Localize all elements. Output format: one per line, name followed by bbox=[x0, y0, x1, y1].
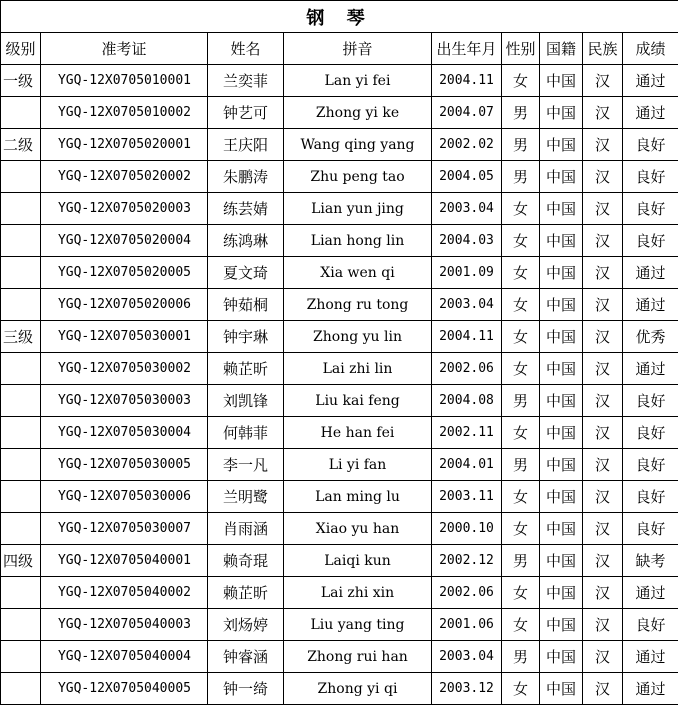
cell-exam-id[interactable]: YGQ-12X0705030003 bbox=[41, 385, 208, 417]
cell-result[interactable]: 良好 bbox=[623, 225, 678, 257]
cell-ethnicity[interactable]: 汉 bbox=[583, 481, 623, 513]
cell-result[interactable]: 良好 bbox=[623, 481, 678, 513]
header-nationality[interactable]: 国籍 bbox=[540, 33, 583, 65]
cell-name[interactable]: 肖雨涵 bbox=[208, 513, 284, 545]
cell-nationality[interactable]: 中国 bbox=[540, 225, 583, 257]
cell-dob[interactable]: 2003.04 bbox=[432, 641, 502, 673]
cell-dob[interactable]: 2001.06 bbox=[432, 609, 502, 641]
cell-gender[interactable]: 女 bbox=[502, 353, 540, 385]
cell-level[interactable] bbox=[1, 417, 41, 449]
cell-level[interactable] bbox=[1, 161, 41, 193]
cell-nationality[interactable]: 中国 bbox=[540, 289, 583, 321]
cell-name[interactable]: 刘凯锋 bbox=[208, 385, 284, 417]
cell-level[interactable] bbox=[1, 353, 41, 385]
cell-exam-id[interactable]: YGQ-12X0705010002 bbox=[41, 97, 208, 129]
cell-level[interactable] bbox=[1, 193, 41, 225]
cell-exam-id[interactable]: YGQ-12X0705030007 bbox=[41, 513, 208, 545]
cell-result[interactable]: 通过 bbox=[623, 257, 678, 289]
cell-dob[interactable]: 2004.05 bbox=[432, 161, 502, 193]
cell-pinyin[interactable]: Zhong yi qi bbox=[284, 673, 432, 705]
cell-pinyin[interactable]: Lian hong lin bbox=[284, 225, 432, 257]
cell-name[interactable]: 朱鹏涛 bbox=[208, 161, 284, 193]
table-row bbox=[1, 65, 678, 97]
table-row bbox=[1, 673, 678, 705]
title-row bbox=[1, 1, 678, 33]
cell-exam-id[interactable]: YGQ-12X0705040004 bbox=[41, 641, 208, 673]
cell-name[interactable]: 钟一绮 bbox=[208, 673, 284, 705]
cell-pinyin[interactable]: Wang qing yang bbox=[284, 129, 432, 161]
table-row bbox=[1, 513, 678, 545]
cell-ethnicity[interactable]: 汉 bbox=[583, 673, 623, 705]
cell-nationality[interactable]: 中国 bbox=[540, 513, 583, 545]
cell-dob[interactable]: 2004.07 bbox=[432, 97, 502, 129]
cell-name[interactable]: 夏文琦 bbox=[208, 257, 284, 289]
cell-level[interactable] bbox=[1, 513, 41, 545]
table-row bbox=[1, 577, 678, 609]
table-row bbox=[1, 289, 678, 321]
cell-name[interactable]: 赖奇琨 bbox=[208, 545, 284, 577]
cell-exam-id[interactable]: YGQ-12X0705010001 bbox=[41, 65, 208, 97]
cell-name[interactable]: 练芸婧 bbox=[208, 193, 284, 225]
cell-level[interactable] bbox=[1, 225, 41, 257]
cell-pinyin[interactable]: Zhong yu lin bbox=[284, 321, 432, 353]
cell-level[interactable]: 二级 bbox=[1, 129, 41, 161]
cell-nationality[interactable]: 中国 bbox=[540, 417, 583, 449]
cell-result[interactable]: 缺考 bbox=[623, 545, 678, 577]
cell-pinyin[interactable]: Lian yun jing bbox=[284, 193, 432, 225]
cell-result[interactable]: 良好 bbox=[623, 385, 678, 417]
cell-gender[interactable]: 女 bbox=[502, 417, 540, 449]
cell-dob[interactable]: 2004.11 bbox=[432, 65, 502, 97]
cell-gender[interactable]: 女 bbox=[502, 609, 540, 641]
cell-ethnicity[interactable]: 汉 bbox=[583, 97, 623, 129]
cell-pinyin[interactable]: Lai zhi xin bbox=[284, 577, 432, 609]
table-row bbox=[1, 161, 678, 193]
cell-dob[interactable]: 2004.01 bbox=[432, 449, 502, 481]
cell-ethnicity[interactable]: 汉 bbox=[583, 257, 623, 289]
cell-nationality[interactable]: 中国 bbox=[540, 641, 583, 673]
cell-level[interactable] bbox=[1, 481, 41, 513]
cell-exam-id[interactable]: YGQ-12X0705020002 bbox=[41, 161, 208, 193]
table-row bbox=[1, 417, 678, 449]
cell-nationality[interactable]: 中国 bbox=[540, 385, 583, 417]
cell-gender[interactable]: 女 bbox=[502, 481, 540, 513]
cell-name[interactable]: 练鸿琳 bbox=[208, 225, 284, 257]
header-pinyin[interactable]: 拼音 bbox=[284, 33, 432, 65]
cell-gender[interactable]: 女 bbox=[502, 577, 540, 609]
cell-gender[interactable]: 女 bbox=[502, 321, 540, 353]
cell-gender[interactable]: 男 bbox=[502, 641, 540, 673]
cell-name[interactable]: 刘炀婷 bbox=[208, 609, 284, 641]
cell-result[interactable]: 良好 bbox=[623, 161, 678, 193]
cell-ethnicity[interactable]: 汉 bbox=[583, 353, 623, 385]
cell-exam-id[interactable]: YGQ-12X0705030006 bbox=[41, 481, 208, 513]
cell-nationality[interactable]: 中国 bbox=[540, 673, 583, 705]
cell-result[interactable]: 通过 bbox=[623, 289, 678, 321]
table-row bbox=[1, 193, 678, 225]
cell-ethnicity[interactable]: 汉 bbox=[583, 545, 623, 577]
cell-exam-id[interactable]: YGQ-12X0705020001 bbox=[41, 129, 208, 161]
cell-pinyin[interactable]: Lan yi fei bbox=[284, 65, 432, 97]
cell-result[interactable]: 通过 bbox=[623, 97, 678, 129]
cell-level[interactable]: 三级 bbox=[1, 321, 41, 353]
cell-nationality[interactable]: 中国 bbox=[540, 257, 583, 289]
cell-ethnicity[interactable]: 汉 bbox=[583, 385, 623, 417]
table-row bbox=[1, 545, 678, 577]
cell-name[interactable]: 赖芷昕 bbox=[208, 577, 284, 609]
cell-ethnicity[interactable]: 汉 bbox=[583, 609, 623, 641]
cell-level[interactable] bbox=[1, 97, 41, 129]
cell-exam-id[interactable]: YGQ-12X0705030002 bbox=[41, 353, 208, 385]
cell-nationality[interactable]: 中国 bbox=[540, 353, 583, 385]
cell-dob[interactable]: 2002.06 bbox=[432, 353, 502, 385]
cell-exam-id[interactable]: YGQ-12X0705030004 bbox=[41, 417, 208, 449]
cell-exam-id[interactable]: YGQ-12X0705020005 bbox=[41, 257, 208, 289]
cell-level[interactable] bbox=[1, 673, 41, 705]
cell-ethnicity[interactable]: 汉 bbox=[583, 577, 623, 609]
cell-name[interactable]: 钟宇琳 bbox=[208, 321, 284, 353]
cell-exam-id[interactable]: YGQ-12X0705040002 bbox=[41, 577, 208, 609]
table-row bbox=[1, 641, 678, 673]
cell-result[interactable]: 通过 bbox=[623, 65, 678, 97]
cell-ethnicity[interactable]: 汉 bbox=[583, 641, 623, 673]
cell-gender[interactable]: 女 bbox=[502, 225, 540, 257]
cell-gender[interactable]: 女 bbox=[502, 289, 540, 321]
cell-pinyin[interactable]: Zhu peng tao bbox=[284, 161, 432, 193]
header-exam-id[interactable]: 准考证 bbox=[41, 33, 208, 65]
cell-ethnicity[interactable]: 汉 bbox=[583, 513, 623, 545]
cell-name[interactable]: 兰明鹭 bbox=[208, 481, 284, 513]
cell-ethnicity[interactable]: 汉 bbox=[583, 161, 623, 193]
header-ethnicity[interactable]: 民族 bbox=[583, 33, 623, 65]
cell-level[interactable]: 一级 bbox=[1, 65, 41, 97]
cell-exam-id[interactable]: YGQ-12X0705030001 bbox=[41, 321, 208, 353]
cell-pinyin[interactable]: Li yi fan bbox=[284, 449, 432, 481]
cell-gender[interactable]: 男 bbox=[502, 161, 540, 193]
cell-ethnicity[interactable]: 汉 bbox=[583, 129, 623, 161]
cell-nationality[interactable]: 中国 bbox=[540, 545, 583, 577]
cell-name[interactable]: 钟艺可 bbox=[208, 97, 284, 129]
cell-pinyin[interactable]: He han fei bbox=[284, 417, 432, 449]
cell-gender[interactable]: 男 bbox=[502, 97, 540, 129]
cell-pinyin[interactable]: Lan ming lu bbox=[284, 481, 432, 513]
cell-nationality[interactable]: 中国 bbox=[540, 449, 583, 481]
cell-exam-id[interactable]: YGQ-12X0705020004 bbox=[41, 225, 208, 257]
table-title[interactable]: 钢 琴 bbox=[1, 1, 678, 33]
cell-dob[interactable]: 2004.11 bbox=[432, 321, 502, 353]
cell-result[interactable]: 通过 bbox=[623, 353, 678, 385]
table-row bbox=[1, 97, 678, 129]
cell-exam-id[interactable]: YGQ-12X0705040005 bbox=[41, 673, 208, 705]
cell-level[interactable] bbox=[1, 641, 41, 673]
header-row bbox=[1, 33, 678, 65]
cell-result[interactable]: 通过 bbox=[623, 577, 678, 609]
cell-dob[interactable]: 2003.04 bbox=[432, 289, 502, 321]
cell-pinyin[interactable]: Laiqi kun bbox=[284, 545, 432, 577]
cell-result[interactable]: 良好 bbox=[623, 417, 678, 449]
table-row bbox=[1, 449, 678, 481]
cell-gender[interactable]: 女 bbox=[502, 257, 540, 289]
cell-dob[interactable]: 2003.04 bbox=[432, 193, 502, 225]
cell-gender[interactable]: 男 bbox=[502, 129, 540, 161]
cell-dob[interactable]: 2002.12 bbox=[432, 545, 502, 577]
cell-name[interactable]: 钟茹桐 bbox=[208, 289, 284, 321]
cell-gender[interactable]: 男 bbox=[502, 449, 540, 481]
header-gender[interactable]: 性别 bbox=[502, 33, 540, 65]
cell-result[interactable]: 良好 bbox=[623, 609, 678, 641]
cell-dob[interactable]: 2002.02 bbox=[432, 129, 502, 161]
cell-dob[interactable]: 2002.06 bbox=[432, 577, 502, 609]
cell-name[interactable]: 赖芷昕 bbox=[208, 353, 284, 385]
cell-name[interactable]: 兰奕菲 bbox=[208, 65, 284, 97]
cell-level[interactable] bbox=[1, 609, 41, 641]
cell-result[interactable]: 通过 bbox=[623, 641, 678, 673]
cell-ethnicity[interactable]: 汉 bbox=[583, 65, 623, 97]
cell-gender[interactable]: 女 bbox=[502, 673, 540, 705]
header-result[interactable]: 成绩 bbox=[623, 33, 678, 65]
table-row bbox=[1, 385, 678, 417]
cell-pinyin[interactable]: Zhong yi ke bbox=[284, 97, 432, 129]
cell-pinyin[interactable]: Liu yang ting bbox=[284, 609, 432, 641]
cell-gender[interactable]: 女 bbox=[502, 513, 540, 545]
cell-dob[interactable]: 2004.08 bbox=[432, 385, 502, 417]
cell-dob[interactable]: 2004.03 bbox=[432, 225, 502, 257]
table-row bbox=[1, 321, 678, 353]
cell-dob[interactable]: 2003.11 bbox=[432, 481, 502, 513]
cell-level[interactable] bbox=[1, 449, 41, 481]
cell-nationality[interactable]: 中国 bbox=[540, 97, 583, 129]
cell-name[interactable]: 王庆阳 bbox=[208, 129, 284, 161]
cell-result[interactable]: 优秀 bbox=[623, 321, 678, 353]
cell-gender[interactable]: 女 bbox=[502, 65, 540, 97]
table-row bbox=[1, 609, 678, 641]
cell-nationality[interactable]: 中国 bbox=[540, 577, 583, 609]
cell-pinyin[interactable]: Zhong ru tong bbox=[284, 289, 432, 321]
cell-name[interactable]: 何韩菲 bbox=[208, 417, 284, 449]
cell-ethnicity[interactable]: 汉 bbox=[583, 193, 623, 225]
cell-result[interactable]: 通过 bbox=[623, 673, 678, 705]
cell-nationality[interactable]: 中国 bbox=[540, 161, 583, 193]
cell-dob[interactable]: 2000.10 bbox=[432, 513, 502, 545]
cell-result[interactable]: 良好 bbox=[623, 449, 678, 481]
cell-gender[interactable]: 男 bbox=[502, 385, 540, 417]
cell-exam-id[interactable]: YGQ-12X0705040001 bbox=[41, 545, 208, 577]
cell-nationality[interactable]: 中国 bbox=[540, 481, 583, 513]
cell-level[interactable] bbox=[1, 385, 41, 417]
cell-nationality[interactable]: 中国 bbox=[540, 65, 583, 97]
cell-pinyin[interactable]: Xiao yu han bbox=[284, 513, 432, 545]
header-level[interactable]: 级别 bbox=[1, 33, 41, 65]
header-name[interactable]: 姓名 bbox=[208, 33, 284, 65]
cell-pinyin[interactable]: Liu kai feng bbox=[284, 385, 432, 417]
table-row bbox=[1, 353, 678, 385]
cell-exam-id[interactable]: YGQ-12X0705030005 bbox=[41, 449, 208, 481]
cell-level[interactable] bbox=[1, 257, 41, 289]
cell-pinyin[interactable]: Lai zhi lin bbox=[284, 353, 432, 385]
cell-name[interactable]: 钟睿涵 bbox=[208, 641, 284, 673]
cell-ethnicity[interactable]: 汉 bbox=[583, 449, 623, 481]
cell-nationality[interactable]: 中国 bbox=[540, 193, 583, 225]
cell-result[interactable]: 良好 bbox=[623, 129, 678, 161]
cell-exam-id[interactable]: YGQ-12X0705020003 bbox=[41, 193, 208, 225]
cell-gender[interactable]: 男 bbox=[502, 545, 540, 577]
cell-ethnicity[interactable]: 汉 bbox=[583, 225, 623, 257]
table-row bbox=[1, 129, 678, 161]
cell-nationality[interactable]: 中国 bbox=[540, 321, 583, 353]
header-dob[interactable]: 出生年月 bbox=[432, 33, 502, 65]
cell-result[interactable]: 良好 bbox=[623, 193, 678, 225]
cell-level[interactable] bbox=[1, 289, 41, 321]
cell-result[interactable]: 良好 bbox=[623, 513, 678, 545]
cell-exam-id[interactable]: YGQ-12X0705040003 bbox=[41, 609, 208, 641]
cell-ethnicity[interactable]: 汉 bbox=[583, 417, 623, 449]
cell-dob[interactable]: 2001.09 bbox=[432, 257, 502, 289]
cell-exam-id[interactable]: YGQ-12X0705020006 bbox=[41, 289, 208, 321]
table-row bbox=[1, 257, 678, 289]
cell-level[interactable]: 四级 bbox=[1, 545, 41, 577]
cell-dob[interactable]: 2002.11 bbox=[432, 417, 502, 449]
cell-ethnicity[interactable]: 汉 bbox=[583, 321, 623, 353]
cell-pinyin[interactable]: Zhong rui han bbox=[284, 641, 432, 673]
cell-ethnicity[interactable]: 汉 bbox=[583, 289, 623, 321]
cell-gender[interactable]: 女 bbox=[502, 193, 540, 225]
cell-nationality[interactable]: 中国 bbox=[540, 609, 583, 641]
cell-name[interactable]: 李一凡 bbox=[208, 449, 284, 481]
table-row bbox=[1, 481, 678, 513]
cell-dob[interactable]: 2003.12 bbox=[432, 673, 502, 705]
cell-pinyin[interactable]: Xia wen qi bbox=[284, 257, 432, 289]
cell-nationality[interactable]: 中国 bbox=[540, 129, 583, 161]
table-row bbox=[1, 225, 678, 257]
cell-level[interactable] bbox=[1, 577, 41, 609]
